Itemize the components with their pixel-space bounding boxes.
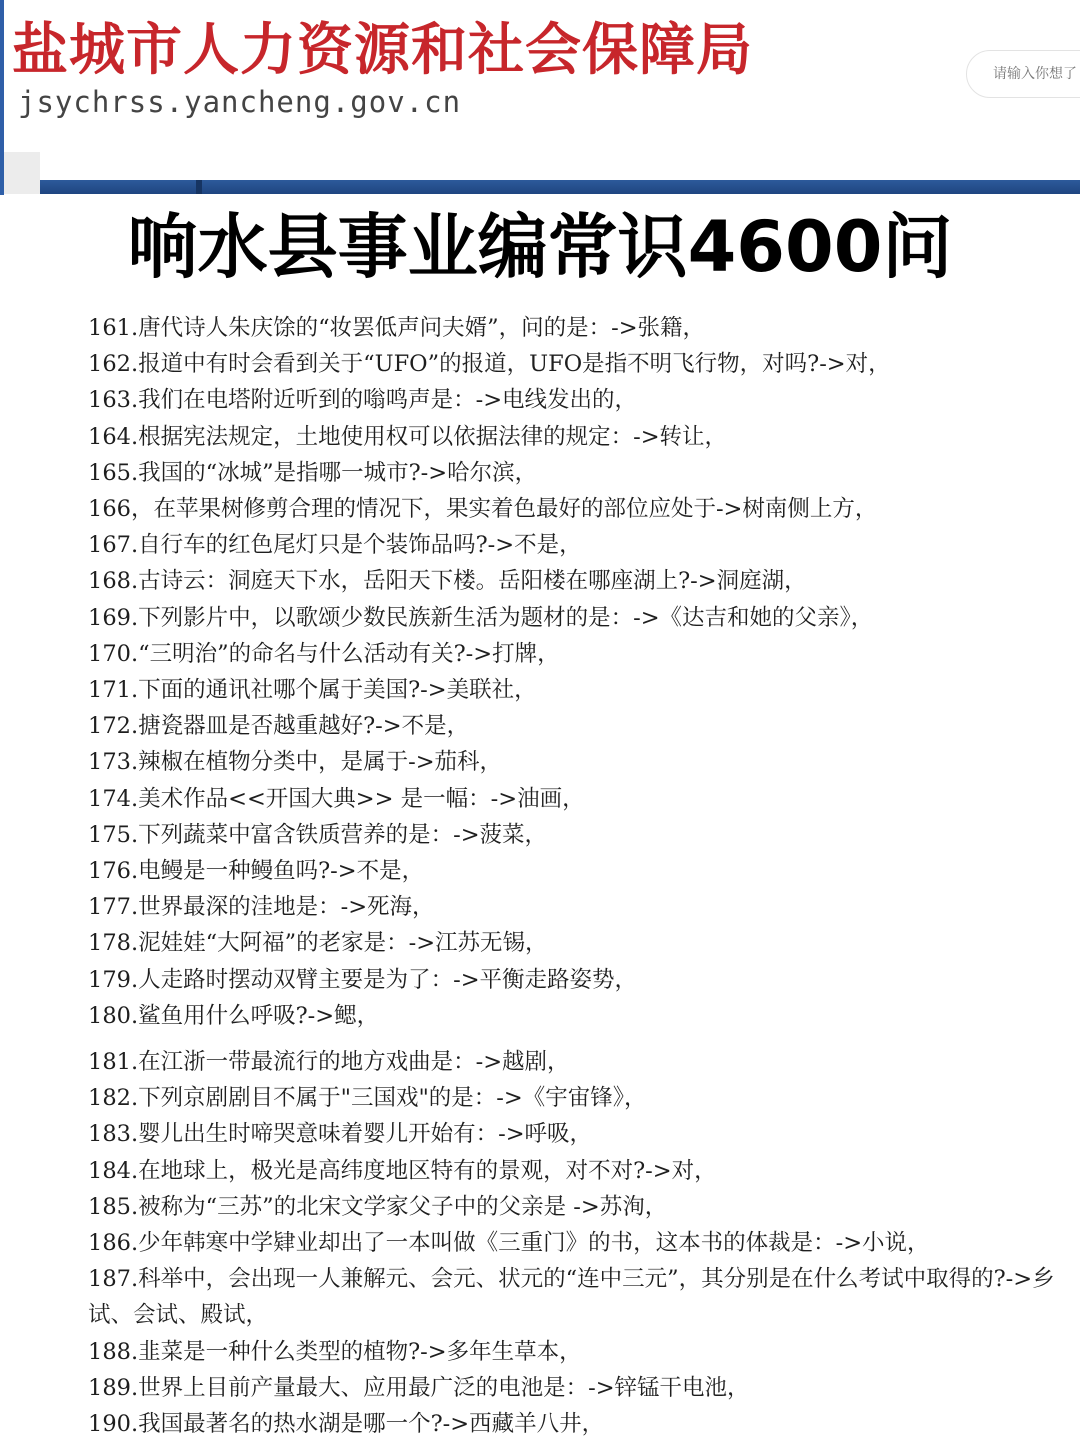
question-item: 164.根据宪法规定，土地使用权可以依据法律的规定：->转让，: [88, 423, 728, 450]
question-item: 188.韭菜是一种什么类型的植物?->多年生草本，: [88, 1338, 582, 1365]
question-item: 168.古诗云：洞庭天下水，岳阳天下楼。岳阳楼在哪座湖上?->洞庭湖，: [88, 568, 807, 595]
question-item: 174.美术作品<<开国大典>> 是一幅：->油画，: [88, 785, 585, 812]
question-item: 171.下面的通讯社哪个属于美国?->美联社，: [88, 677, 537, 704]
question-item: 161.唐代诗人朱庆馀的“妆罢低声问夫婿”，问的是：->张籍，: [88, 315, 706, 341]
question-item: 184.在地球上，极光是高纬度地区特有的景观，对不对?->对，: [88, 1157, 717, 1184]
search-input[interactable]: [993, 51, 1080, 97]
question-item: 167.自行车的红色尾灯只是个装饰品吗?->不是，: [88, 532, 582, 559]
question-item: 178.泥娃娃“大阿福”的老家是：->江苏无锡，: [88, 930, 548, 957]
question-item: 181.在江浙一带最流行的地方戏曲是：->越剧，: [88, 1049, 570, 1076]
question-item: 162.报道中有时会看到关于“UFO”的报道，UFO是指不明飞行物，对吗?->对，: [88, 351, 891, 378]
question-item: 186.少年韩寒中学肄业却出了一本叫做《三重门》的书，这本书的体裁是：->小说，: [88, 1230, 930, 1257]
question-item: 190.我国最著名的热水湖是哪一个?->西藏羊八井，: [88, 1411, 605, 1438]
question-item: 189.世界上目前产量最大、应用最广泛的电池是：->锌锰干电池，: [88, 1374, 750, 1401]
question-item: 177.世界最深的洼地是：->死海，: [88, 894, 435, 921]
document-title: 响水县事业编常识4600问: [127, 206, 953, 288]
site-domain: jsychrss.yancheng.gov.cn: [18, 85, 462, 119]
nav-divider: [196, 180, 202, 194]
question-item: 183.婴儿出生时啼哭意味着婴儿开始有：->呼吸，: [88, 1121, 593, 1148]
question-item: 165.我国的“冰城”是指哪一城市?->哈尔滨，: [88, 459, 538, 486]
question-item: 175.下列蔬菜中富含铁质营养的是：->菠菜，: [88, 821, 548, 848]
question-item: 163.我们在电塔附近听到的嗡鸣声是：->电线发出的，: [88, 387, 638, 414]
question-item: 169.下列影片中，以歌颂少数民族新生活为题材的是：->《达吉和她的父亲》，: [88, 604, 874, 631]
header-corner-block: [4, 152, 40, 194]
question-item: 180.鲨鱼用什么呼吸?->鳃，: [88, 1002, 380, 1029]
question-item: 166，在苹果树修剪合理的情况下，果实着色最好的部位应处于->树南侧上方，: [88, 496, 878, 523]
site-title[interactable]: 盐城市人力资源和社会保障局: [12, 18, 753, 83]
question-item: 182.下列京剧剧目不属于"三国戏"的是：->《宇宙锋》，: [88, 1085, 647, 1112]
question-item: 170.“三明治”的命名与什么活动有关?->打牌，: [88, 640, 560, 667]
question-item: 176.电鳗是一种鳗鱼吗?->不是，: [88, 858, 425, 885]
site-header: [0, 0, 1080, 182]
question-item: 179.人走路时摆动双臂主要是为了：->平衡走路姿势，: [88, 966, 638, 993]
search-box[interactable]: [966, 50, 1080, 98]
question-item: 187.科举中，会出现一人兼解元、会元、状元的“连中三元”，其分别是在什么考试中取得的?->乡试、会试、殿试，: [88, 1266, 1055, 1329]
question-item: 185.被称为“三苏”的北宋文学家父子中的父亲是 ->苏洵，: [88, 1193, 668, 1220]
question-list: [88, 310, 1063, 1442]
question-item: 172.搪瓷器皿是否越重越好?->不是，: [88, 713, 470, 740]
question-item: 173.辣椒在植物分类中，是属于->茄科，: [88, 749, 503, 776]
